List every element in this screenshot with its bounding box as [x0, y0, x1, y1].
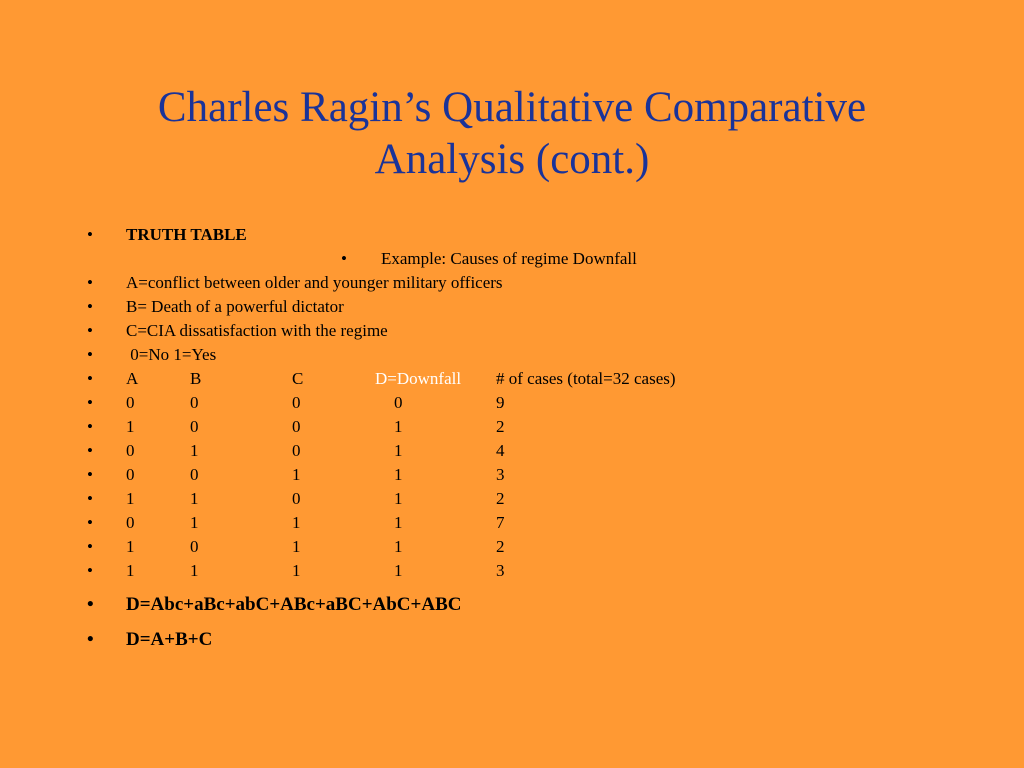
cell-c: 1 — [292, 513, 301, 532]
cell-d: 1 — [394, 417, 403, 436]
cell-c: 0 — [292, 417, 301, 436]
slide-title — [0, 82, 1024, 186]
bullet: • — [87, 465, 93, 484]
cell-cases: 3 — [496, 561, 505, 580]
cell-a: 1 — [126, 489, 135, 508]
definition-text: C=CIA dissatisfaction with the regime — [126, 321, 388, 340]
cell-d: 0 — [394, 393, 403, 412]
cell-b: 0 — [190, 417, 199, 436]
header-cases: # of cases (total=32 cases) — [496, 369, 676, 388]
bullet: • — [341, 249, 347, 268]
bullet: • — [87, 393, 93, 412]
bullet: • — [87, 629, 94, 650]
cell-d: 1 — [394, 537, 403, 556]
bullet: • — [87, 417, 93, 436]
bullet: • — [87, 537, 93, 556]
bullet: • — [87, 513, 93, 532]
definition-text: B= Death of a powerful dictator — [126, 297, 344, 316]
cell-c: 1 — [292, 537, 301, 556]
cell-d: 1 — [394, 489, 403, 508]
bullet: • — [87, 441, 93, 460]
cell-b: 1 — [190, 441, 199, 460]
cell-b: 0 — [190, 537, 199, 556]
cell-d: 1 — [394, 465, 403, 484]
cell-b: 1 — [190, 489, 199, 508]
header-d-downfall: D=Downfall — [375, 369, 462, 388]
cell-a: 1 — [126, 417, 135, 436]
example-text: Example: Causes of regime Downfall — [381, 249, 637, 268]
cell-a: 1 — [126, 561, 135, 580]
cell-cases: 2 — [496, 417, 505, 436]
bullet: • — [87, 321, 93, 340]
cell-cases: 2 — [496, 537, 505, 556]
header-b: B — [190, 369, 202, 388]
cell-b: 1 — [190, 561, 199, 580]
cell-c: 0 — [292, 441, 301, 460]
truth-table-heading: TRUTH TABLE — [126, 225, 247, 244]
cell-d: 1 — [394, 441, 403, 460]
bullet: • — [87, 345, 93, 364]
cell-c: 1 — [292, 561, 301, 580]
cell-c: 0 — [292, 489, 301, 508]
bullet: • — [87, 561, 93, 580]
cell-a: 1 — [126, 537, 135, 556]
bullet: • — [87, 594, 94, 615]
cell-cases: 4 — [496, 441, 505, 460]
formula-simplified: D=A+B+C — [126, 629, 213, 650]
bullet: • — [87, 225, 93, 244]
cell-b: 1 — [190, 513, 199, 532]
cell-b: 0 — [190, 393, 199, 412]
bullet: • — [87, 369, 93, 388]
slide-title-line-2: Analysis (cont.) — [374, 136, 650, 183]
bullet: • — [87, 489, 93, 508]
cell-a: 0 — [126, 465, 135, 484]
definition-text: A=conflict between older and younger military officers — [126, 273, 503, 292]
cell-cases: 3 — [496, 465, 505, 484]
cell-cases: 7 — [496, 513, 505, 532]
cell-d: 1 — [394, 561, 403, 580]
cell-a: 0 — [126, 441, 135, 460]
cell-a: 0 — [126, 513, 135, 532]
cell-cases: 2 — [496, 489, 505, 508]
cell-c: 1 — [292, 465, 301, 484]
header-a: A — [126, 369, 139, 388]
bullet: • — [87, 297, 93, 316]
cell-c: 0 — [292, 393, 301, 412]
slide-title-line-1: Charles Ragin’s Qualitative Comparative — [157, 84, 867, 131]
bullet: • — [87, 273, 93, 292]
definition-text: 0=No 1=Yes — [126, 345, 217, 364]
formula-expanded: D=Abc+aBc+abC+ABc+aBC+AbC+ABC — [126, 594, 462, 615]
header-c: C — [292, 369, 304, 388]
cell-d: 1 — [394, 513, 403, 532]
cell-cases: 9 — [496, 393, 505, 412]
cell-a: 0 — [126, 393, 135, 412]
cell-b: 0 — [190, 465, 199, 484]
